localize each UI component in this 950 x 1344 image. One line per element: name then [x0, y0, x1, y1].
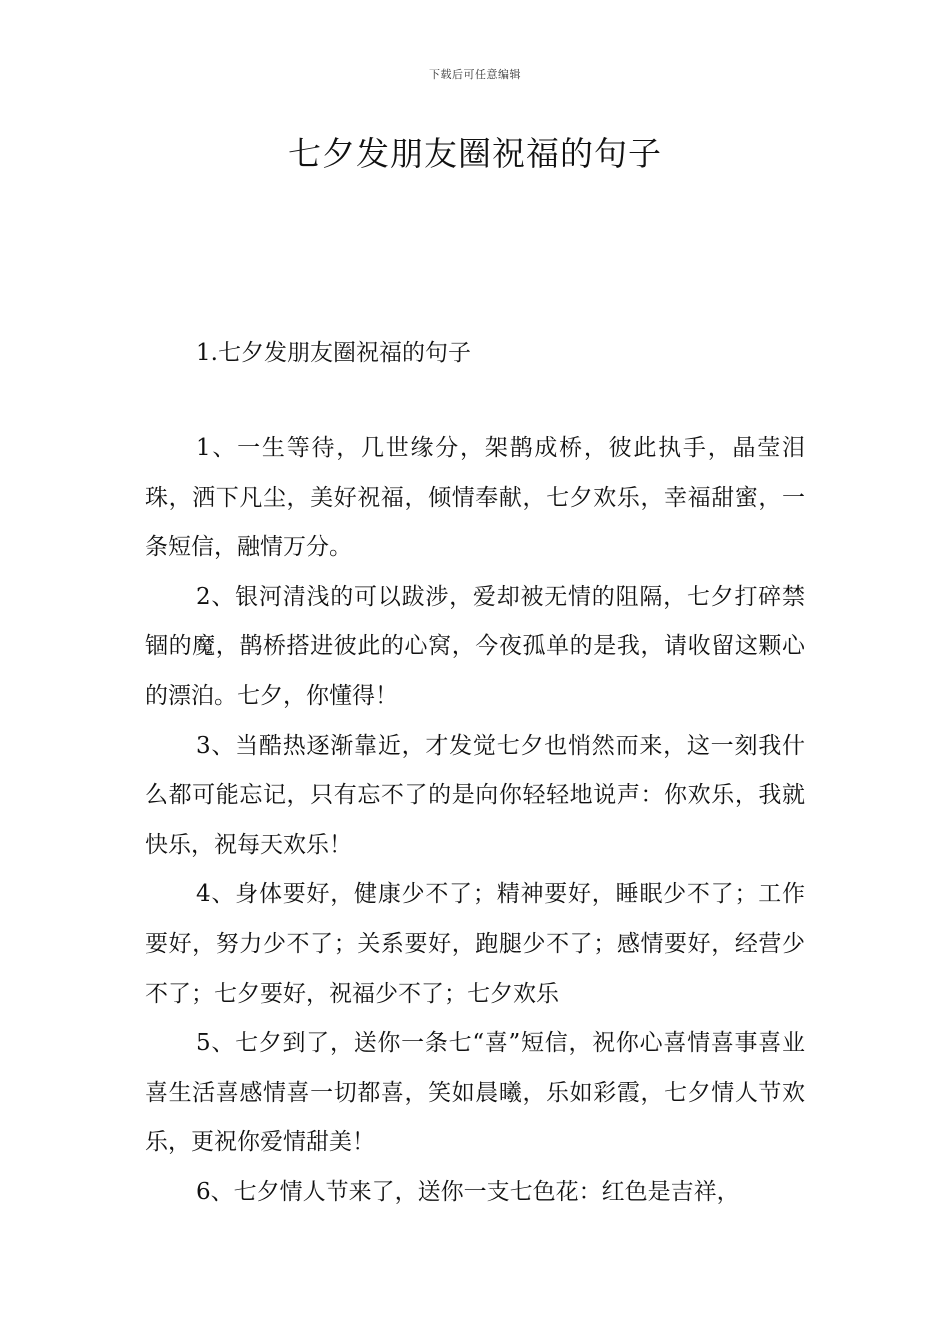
paragraph-5: 5、七夕到了，送你一条七“喜”短信，祝你心喜情喜事喜业喜生活喜感情喜一切都喜，笑如晨曦，乐如彩霞，七夕情人节欢乐，更祝你爱情甜美！ — [145, 1030, 805, 1156]
paragraph-4: 4、身体要好，健康少不了；精神要好，睡眠少不了；工作要好，努力少不了；关系要好，跑腿少不了；感情要好，经营少不了；七夕要好，祝福少不了；七夕欢乐 — [145, 881, 805, 1007]
section-heading: 1.七夕发朋友圈祝福的句子 — [196, 340, 471, 366]
header-note: 下载后可任意编辑 — [429, 68, 521, 81]
paragraph-6: 6、七夕情人节来了，送你一支七色花：红色是吉祥， — [196, 1178, 740, 1205]
document-title: 七夕发朋友圈祝福的句子 — [288, 134, 662, 173]
paragraph-3: 3、当酷热逐渐靠近，才发觉七夕也悄然而来，这一刻我什么都可能忘记，只有忘不了的是向你轻轻地说声：你欢乐，我就快乐，祝每天欢乐！ — [145, 732, 805, 858]
paragraph-2: 2、银河清浅的可以跋涉，爱却被无情的阻隔，七夕打碎禁锢的魔，鹊桥搭进彼此的心窝，今夜孤单的是我，请收留这颗心的漂泊。七夕，你懂得！ — [145, 583, 805, 709]
body-text — [145, 424, 805, 1218]
paragraph-1: 1、一生等待，几世缘分，架鹊成桥，彼此执手，晶莹泪珠，洒下凡尘，美好祝福，倾情奉献，七夕欢乐，幸福甜蜜，一条短信，融情万分。 — [145, 435, 805, 561]
